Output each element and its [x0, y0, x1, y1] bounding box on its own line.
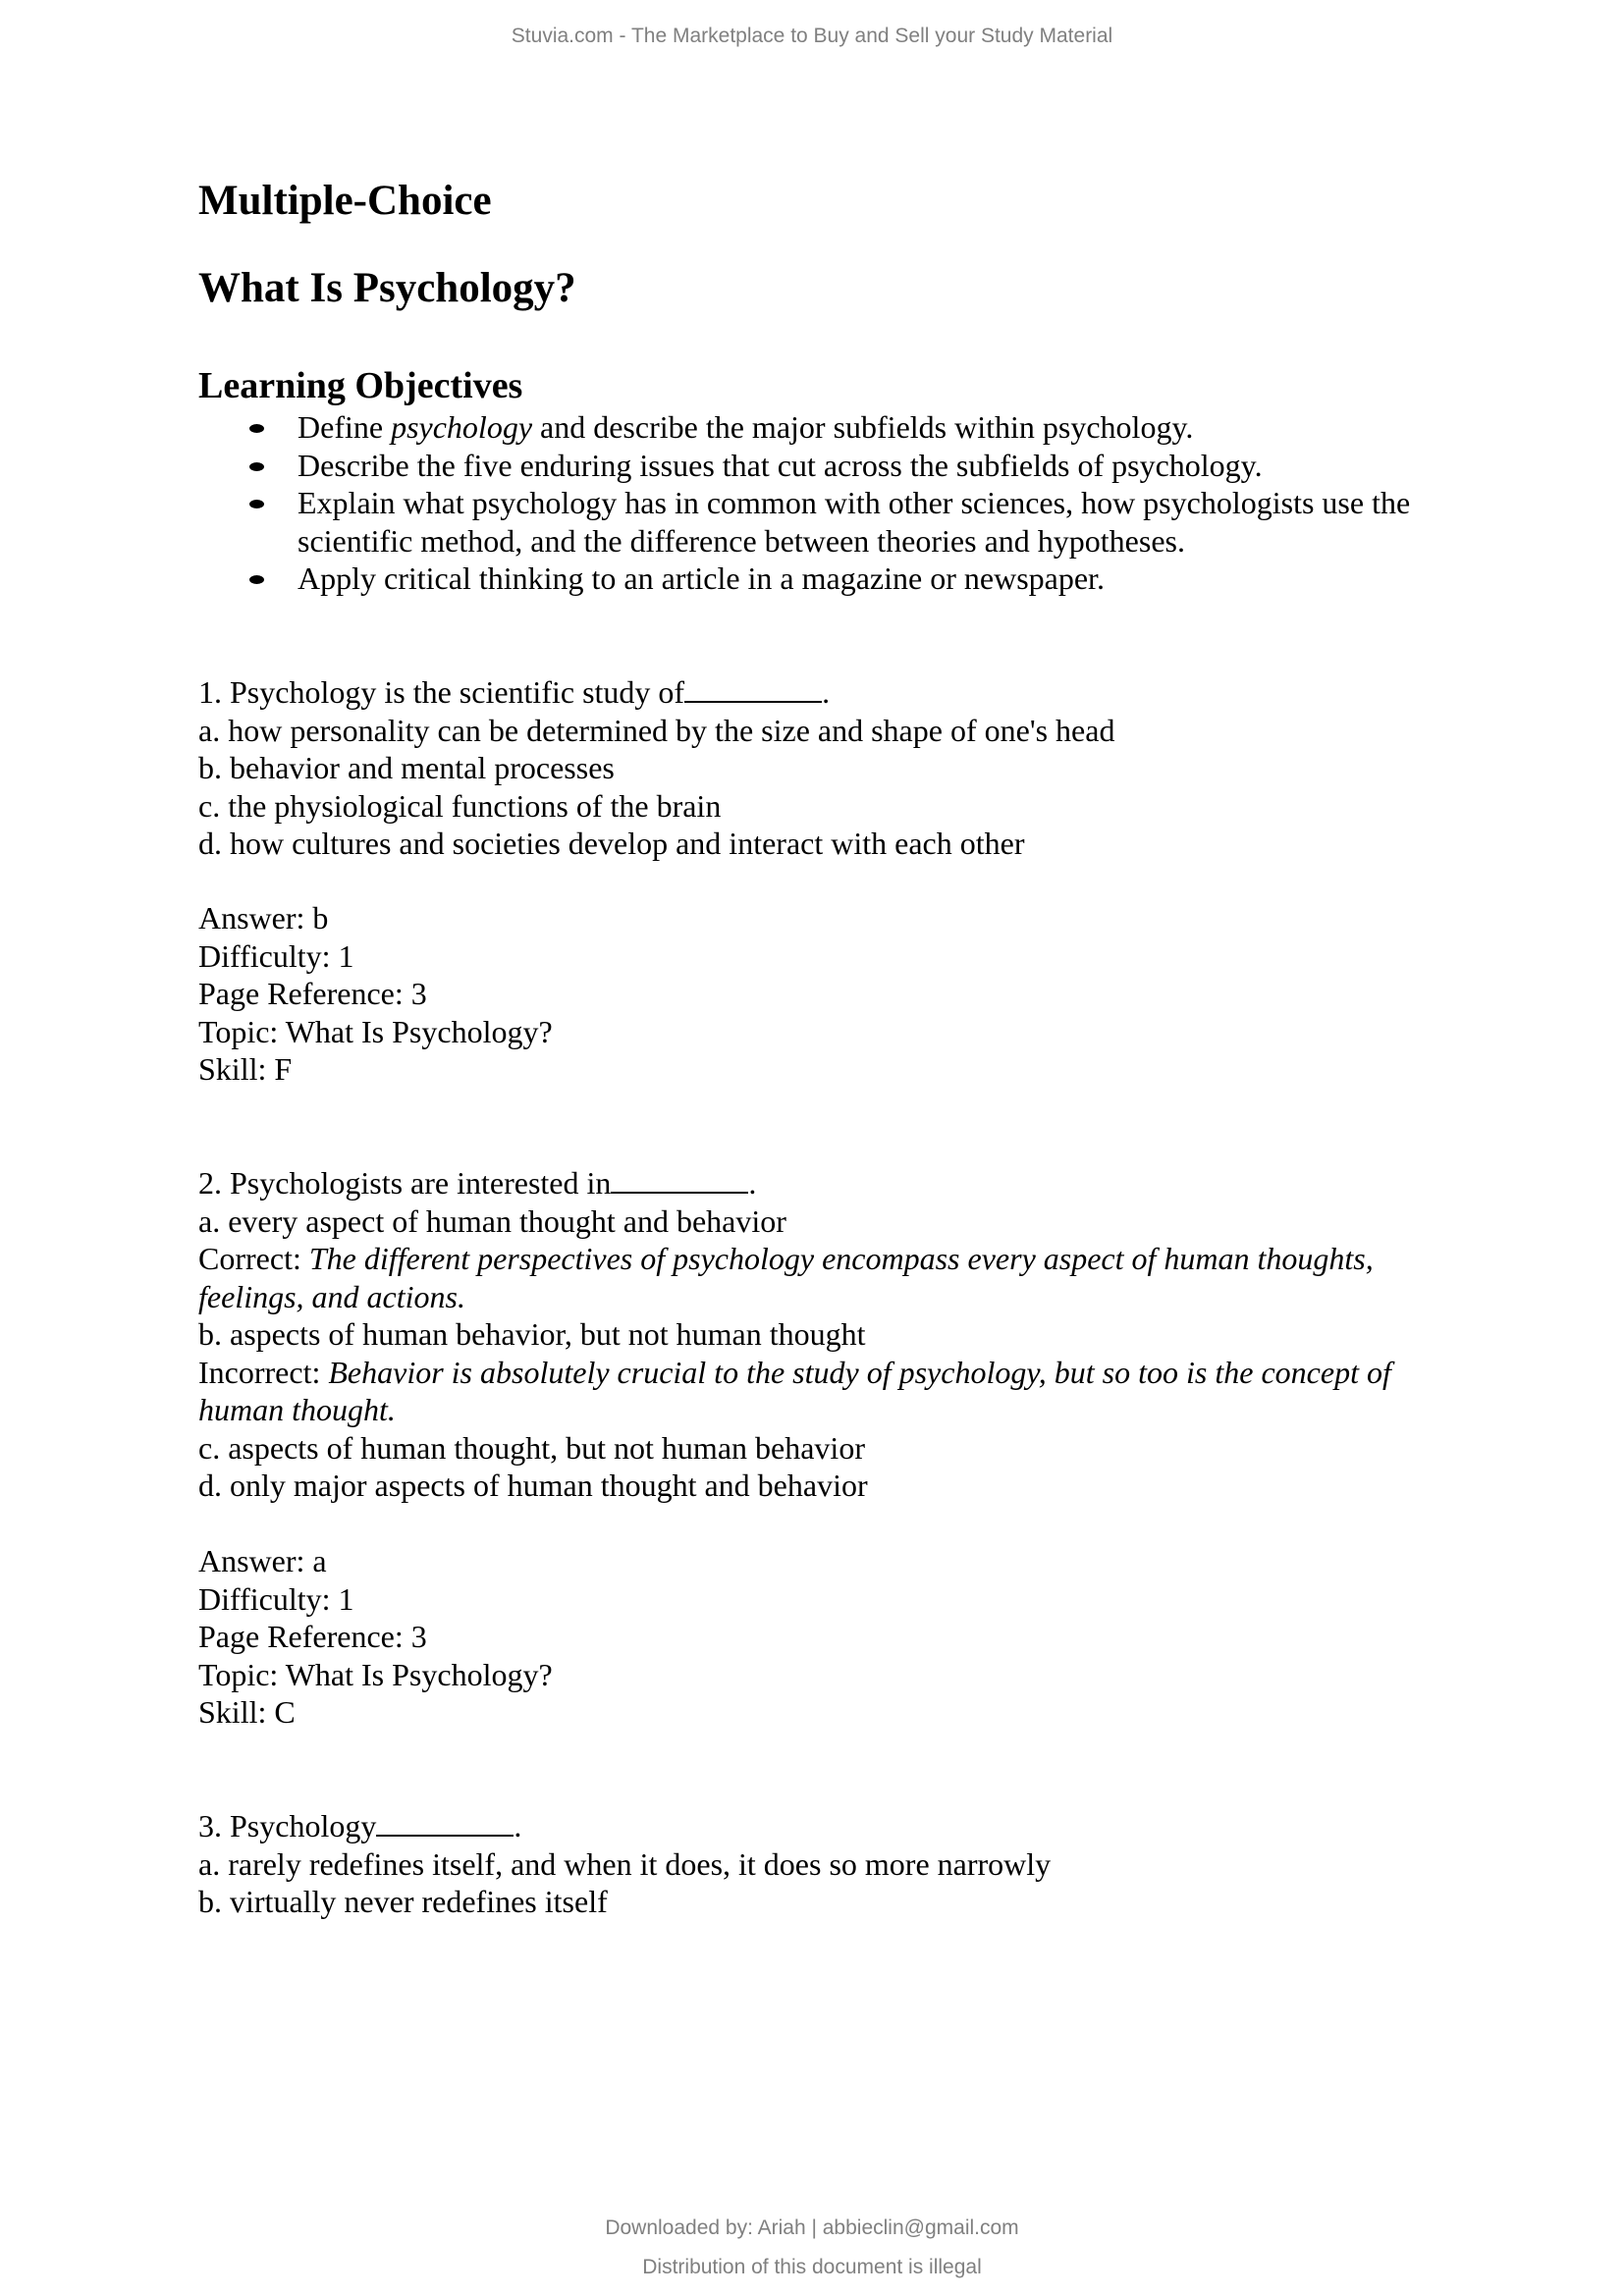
option-a: a. every aspect of human thought and behavior: [198, 1202, 786, 1239]
page-header: Stuvia.com - The Marketplace to Buy and Sell your Study Material: [511, 25, 1113, 47]
question-2-meta: [198, 1542, 1475, 1732]
option-b: b. virtually never redefines itself: [198, 1884, 608, 1919]
skill: Skill: C: [198, 1694, 296, 1730]
objective-text: scientific method, and the difference between theories and hypotheses.: [298, 522, 1185, 559]
option-c: c. aspects of human thought, but not human behavior: [198, 1429, 865, 1466]
objective-text: Define: [298, 409, 392, 445]
incorrect-feedback: [198, 1354, 1475, 1392]
document-title: Multiple-Choice: [198, 178, 492, 224]
option-d: d. how cultures and societies develop and interact with each other: [198, 826, 1025, 861]
page-reference: Page Reference: 3: [198, 1619, 427, 1654]
option-a: a. rarely redefines itself, and when it does, it does so more narrowly: [198, 1845, 1052, 1882]
answer: Answer: a: [198, 1543, 327, 1578]
bullet-icon: [249, 500, 264, 508]
answer-blank: [611, 1166, 748, 1194]
correct-feedback-cont: [198, 1278, 1475, 1316]
option-a: a. how personality can be determined by the size and shape of one's head: [198, 712, 1115, 748]
answer: Answer: b: [198, 900, 329, 935]
footer-downloaded: Downloaded by: Ariah | abbieclin@gmail.com: [605, 2216, 1019, 2239]
option-b: b. behavior and mental processes: [198, 750, 615, 785]
question-stem: 3. Psychology .: [198, 1808, 522, 1843]
difficulty: Difficulty: 1: [198, 937, 354, 974]
bullet-icon: [249, 462, 264, 471]
stem-text: 1. Psychology is the scientific study of: [198, 674, 685, 710]
objective-item: [0, 484, 1410, 560]
answer-blank: [376, 1809, 514, 1837]
feedback-label: Incorrect:: [198, 1354, 329, 1390]
question-stem: 1. Psychology is the scientific study of .: [198, 674, 831, 710]
option-d: d. only major aspects of human thought and behavior: [198, 1468, 868, 1503]
question-3: [198, 1807, 1475, 1921]
feedback-text: Behavior is absolutely crucial to the study of psychology, but so too is the concept of: [328, 1354, 1391, 1390]
objectives-list: [0, 408, 1410, 598]
objective-text: Explain what psychology has in common with other sciences, how psychologists use the: [298, 485, 1411, 520]
section-title: What Is Psychology?: [198, 265, 576, 311]
objective-item: [0, 560, 1410, 598]
objective-item: [0, 447, 1410, 485]
objective-item: [0, 408, 1410, 447]
bullet-icon: [249, 424, 264, 433]
question-1: [198, 673, 1475, 863]
correct-feedback: [198, 1240, 1475, 1278]
question-2: [198, 1164, 1475, 1505]
topic: Topic: What Is Psychology?: [198, 1013, 553, 1049]
objective-text: Apply critical thinking to an article in a magazine or newspaper.: [298, 561, 1105, 596]
feedback-text: feelings, and actions.: [198, 1278, 465, 1314]
option-c: c. the physiological functions of the brain: [198, 787, 722, 824]
stem-text: 3. Psychology: [198, 1808, 377, 1843]
objective-term: psychology: [391, 409, 533, 445]
question-1-meta: [198, 899, 1475, 1089]
question-stem: 2. Psychologists are interested in .: [198, 1165, 757, 1201]
topic: Topic: What Is Psychology?: [198, 1656, 553, 1692]
feedback-text: The different perspectives of psychology encompass every aspect of human thoughts,: [308, 1241, 1374, 1276]
answer-blank: [684, 675, 822, 703]
page-reference: Page Reference: 3: [198, 976, 427, 1011]
footer-notice: Distribution of this document is illegal: [642, 2256, 982, 2278]
bullet-icon: [249, 575, 264, 584]
stem-text: 2. Psychologists are interested in: [198, 1165, 612, 1201]
feedback-text: human thought.: [198, 1392, 396, 1427]
objective-text: Describe the five enduring issues that cut across the subfields of psychology.: [298, 447, 1263, 483]
incorrect-feedback-cont: [198, 1391, 1475, 1429]
option-b: b. aspects of human behavior, but not human thought: [198, 1316, 866, 1352]
feedback-label: Correct:: [198, 1241, 309, 1276]
difficulty: Difficulty: 1: [198, 1580, 354, 1617]
objectives-heading: Learning Objectives: [198, 365, 523, 406]
objective-text: and describe the major subfields within psychology.: [532, 409, 1194, 445]
skill: Skill: F: [198, 1051, 293, 1087]
